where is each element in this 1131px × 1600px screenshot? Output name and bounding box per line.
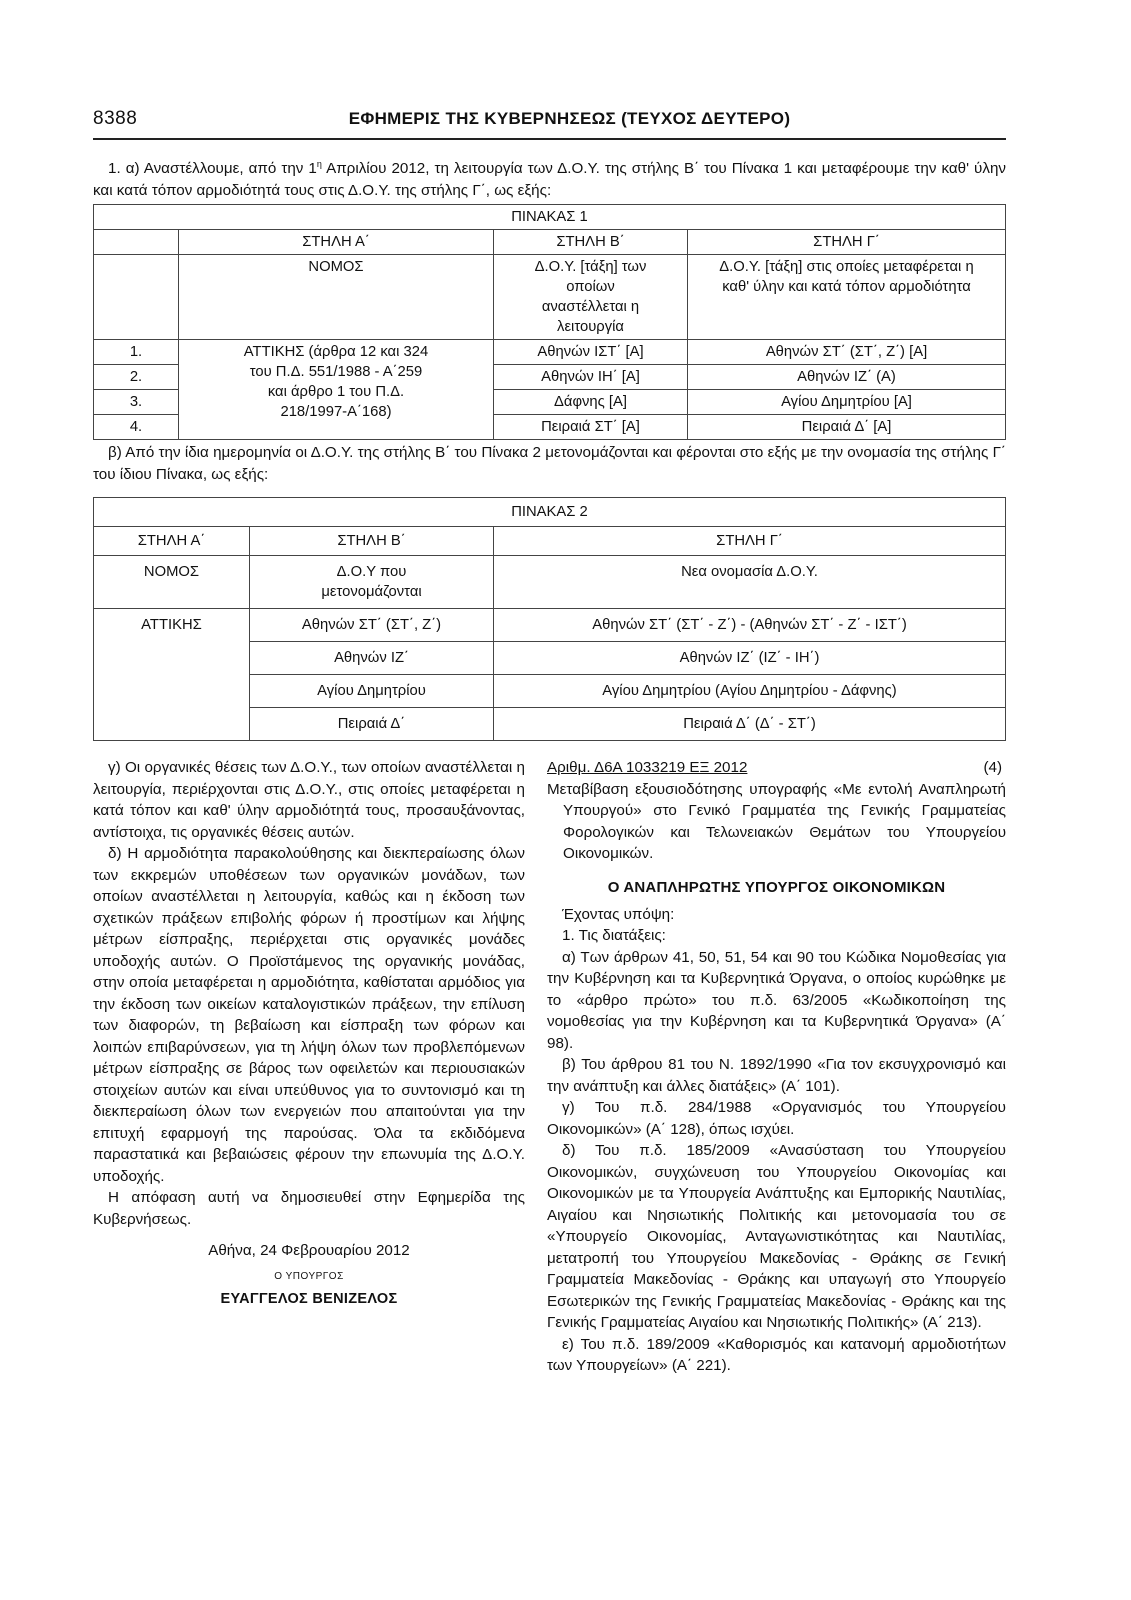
- table2-title: ΠΙΝΑΚΑΣ 2: [94, 498, 1006, 527]
- table1-col-b: Δάφνης [Α]: [494, 390, 688, 415]
- intro-text-start: 1. α) Αναστέλλουμε, από την 1: [108, 160, 317, 178]
- signatory-role: Ο ΥΠΟΥΡΓΟΣ: [274, 1271, 344, 1283]
- table1-header-b: ΣΤΗΛΗ Β΄: [494, 230, 688, 255]
- table2-col-c: Πειραιά Δ΄ (Δ΄ - ΣΤ΄): [494, 708, 1006, 741]
- table-2: [93, 497, 1006, 741]
- decision-title: Μεταβίβαση εξουσιοδότησης υπογραφής «Με εντολή Αναπληρωτή Υπουργού» στο Γενικό Γραμματέα της Γενικής Γραμματείας Φορολογικών και Τελωνειακών Θεμάτων του Υπουργείου Οικονομικών.: [547, 780, 1006, 863]
- table1-col-b: Αθηνών ΙΗ΄ [Α]: [494, 365, 688, 390]
- table1-row: [94, 340, 1006, 365]
- intro-paragraph: [93, 154, 1006, 201]
- table2-subheader-a: ΝΟΜΟΣ: [94, 556, 250, 609]
- journal-title: ΕΦΗΜΕΡΙΣ ΤΗΣ ΚΥΒΕΡΝΗΣΕΩΣ (ΤΕΥΧΟΣ ΔΕΥΤΕΡΟ): [348, 109, 791, 128]
- table1-subheader-c: Δ.Ο.Υ. [τάξη] στις οποίες μεταφέρεται η καθ' ύλην και κατά τόπον αρμοδιότητα: [688, 255, 1006, 340]
- table1-header-blank: [94, 230, 179, 255]
- provision-item-d: δ) Του π.δ. 185/2009 «Ανασύσταση του Υπουργείου Οικονομικών, συγχώνευση του Υπουργείου Οικονομίας και Οικονομικών με τα Υπουργεία Ανάπτυξης και Εμπορικής Ναυτιλίας, Αιγαίου και Νησιωτικής Πολιτικής και μετονομασία του σε «Υπουργείο Οικονομίας, Ανταγωνιστικότητας και Ναυτιλίας, μετατροπή του Υπουργείου Μακεδονίας - Θράκης σε Γενική Γραμματεία Μακεδονίας - Θράκης και υπαγωγή στο Υπουργείο Εσωτερικών της Γενικής Γραμματείας Μακεδονίας - Θράκης και της Γενικής Γραμματείας Αιγαίου και Νησιωτικής Πολιτικής» (Α΄ 213).: [547, 1142, 1006, 1332]
- provision-item-b: β) Του άρθρου 81 του Ν. 1892/1990 «Για τον εκσυγχρονισμό και την ανάπτυξη και άλλες διατάξεις» (Α΄ 101).: [547, 1056, 1006, 1095]
- table2-col-c: Αγίου Δημητρίου (Αγίου Δημητρίου - Δάφνης): [494, 675, 1006, 708]
- place-date: Αθήνα, 24 Φεβρουαρίου 2012: [208, 1242, 410, 1260]
- right-column: [547, 757, 1006, 1377]
- table2-header-a: ΣΤΗΛΗ Α΄: [94, 527, 250, 556]
- signatory-name: ΕΥΑΓΓΕΛΟΣ ΒΕΝΙΖΕΛΟΣ: [220, 1291, 398, 1308]
- table1-col-c: Αθηνών ΣΤ΄ (ΣΤ΄, Ζ΄) [Α]: [688, 340, 1006, 365]
- table1-row-number: 2.: [94, 365, 179, 390]
- two-column-body: [93, 757, 1006, 1437]
- table2-header-b: ΣΤΗΛΗ Β΄: [250, 527, 494, 556]
- paragraph-b: β) Από την ίδια ημερομηνία οι Δ.Ο.Υ. της στήλης Β΄ του Πίνακα 2 μετονομάζονται και φέρονται στο εξής με την ονομασία της στήλης Γ΄ του ίδιου Πίνακα, ως εξής:: [93, 444, 1006, 483]
- intro-text-end: Απριλίου 2012, τη λειτουργία των Δ.Ο.Υ. της στήλης Β΄ του Πίνακα 1 και μεταφέρουμε την καθ' ύλην και κατά τόπον αρμοδιότητά τους στις Δ.Ο.Υ. της στήλης Γ΄, ως εξής:: [93, 160, 1006, 199]
- table1-row-number: 1.: [94, 340, 179, 365]
- decision-sequence: (4): [983, 759, 1002, 777]
- table2-subheader-c: Νεα ονομασία Δ.Ο.Υ.: [494, 556, 1006, 609]
- gazette-page: [93, 108, 1006, 1437]
- table1-col-b: Αθηνών ΙΣΤ΄ [Α]: [494, 340, 688, 365]
- table1-subheader-a: ΝΟΜΟΣ: [179, 255, 494, 340]
- page-header: [93, 108, 1006, 140]
- table2-col-c: Αθηνών ΙΖ΄ (ΙΖ΄ - ΙΗ΄): [494, 642, 1006, 675]
- decision-number: Αριθμ. Δ6Α 1033219 ΕΞ 2012: [547, 759, 748, 777]
- intro-superscript: η: [316, 159, 322, 169]
- table1-col-b: Πειραιά ΣΤ΄ [Α]: [494, 415, 688, 440]
- table1-subheader-blank: [94, 255, 179, 340]
- table1-title: ΠΙΝΑΚΑΣ 1: [94, 205, 1006, 230]
- authority-heading: Ο ΑΝΑΠΛΗΡΩΤΗΣ ΥΠΟΥΡΓΟΣ ΟΙΚΟΝΟΜΙΚΩΝ: [607, 878, 946, 896]
- table2-col-c: Αθηνών ΣΤ΄ (ΣΤ΄ - Ζ΄) - (Αθηνών ΣΤ΄ - Ζ΄ - ΙΣΤ΄): [494, 609, 1006, 642]
- considering-line: Έχοντας υπόψη:: [562, 905, 675, 923]
- table1-col-c: Πειραιά Δ΄ [Α]: [688, 415, 1006, 440]
- left-column: [93, 757, 525, 1307]
- table1-header-c: ΣΤΗΛΗ Γ΄: [688, 230, 1006, 255]
- table2-row: [94, 609, 1006, 642]
- table2-subheader-b: Δ.Ο.Υ που μετονομάζονται: [250, 556, 494, 609]
- table1-subheader-b: Δ.Ο.Υ. [τάξη] των οποίων αναστέλλεται η λειτουργία: [494, 255, 688, 340]
- table2-col-b: Αθηνών ΙΖ΄: [250, 642, 494, 675]
- provision-item-g: γ) Του π.δ. 284/1988 «Οργανισμός του Υπουργείου Οικονομικών» (Α΄ 128), όπως ισχύει.: [547, 1099, 1006, 1138]
- provisions-line: 1. Τις διατάξεις:: [562, 927, 666, 945]
- paragraph-d: δ) Η αρμοδιότητα παρακολούθησης και διεκπεραίωσης όλων των εκκρεμών υποθέσεων των οργανικών μονάδων, των οποίων αναστέλλεται η λειτουργία, καθώς και η έκδοση των σχετικών πράξεων επιβολής φόρων ή προστίμων και λήψης μέτρων είσπραξης, περιέρχεται στις οργανικές μονάδες υποδοχής αυτών. Ο Προϊστάμενος της οργανικής μονάδας, στην οποία μεταφέρεται η αρμοδιότητα, καθίσταται αρμόδιος για την έκδοση των οικείων καταλογιστικών πράξεων, την επίλυση των διαφορών, τη βεβαίωση και είσπραξη των φόρων και λοιπών επιβαρύνσεων, για τη λήψη όλων των προβλεπόμενων μέτρων είσπραξης σε βάρος των οφειλετών και περιουσιακών στοιχείων αυτών και είναι υπεύθυνος για το συντονισμό και τη διεκπεραίωση όλων των ενεργειών που απαιτούνται για την επιτυχή εφαρμογή της παρούσας. Όλα τα εκδιδόμενα παραστατικά και βεβαιώσεις φέρουν την επωνυμία της Δ.Ο.Υ. υποδοχής.: [93, 845, 525, 1185]
- table2-col-b: Αθηνών ΣΤ΄ (ΣΤ΄, Ζ΄): [250, 609, 494, 642]
- table1-col-c: Αθηνών ΙΖ΄ (Α): [688, 365, 1006, 390]
- table1-nomos: ΑΤΤΙΚΗΣ (άρθρα 12 και 324 του Π.Δ. 551/1988 - Α΄259 και άρθρο 1 του Π.Δ. 218/1997-Α΄168): [179, 340, 494, 440]
- table2-col-b: Αγίου Δημητρίου: [250, 675, 494, 708]
- table1-row-number: 3.: [94, 390, 179, 415]
- provision-item-a: α) Των άρθρων 41, 50, 51, 54 και 90 του Κώδικα Νομοθεσίας για την Κυβέρνηση και τα Κυβερνητικά Όργανα, ο οποίος κυρώθηκε με το «άρθρο πρώτο» του π.δ. 63/2005 «Κωδικοποίηση της νομοθεσίας για την Κυβέρνηση και τα Κυβερνητικά Όργανα» (Α΄ 98).: [547, 948, 1006, 1052]
- table2-nomos: ΑΤΤΙΚΗΣ: [94, 609, 250, 741]
- page-number: 8388: [93, 108, 138, 129]
- table2-col-b: Πειραιά Δ΄: [250, 708, 494, 741]
- paragraph-g: γ) Οι οργανικές θέσεις των Δ.Ο.Υ., των οποίων αναστέλλεται η λειτουργία, περιέρχονται στις Δ.Ο.Υ., στις οποίες μεταφέρεται η κατά τόπον και καθ' ύλην αρμοδιότητά τους, προσαυξάνοντας, αντίστοιχα, τις οργανικές θέσεις αυτών.: [93, 759, 525, 841]
- decision-header: [547, 757, 1006, 779]
- table1-header-a: ΣΤΗΛΗ Α΄: [179, 230, 494, 255]
- table1-row-number: 4.: [94, 415, 179, 440]
- table2-header-c: ΣΤΗΛΗ Γ΄: [494, 527, 1006, 556]
- publication-paragraph: Η απόφαση αυτή να δημοσιευθεί στην Εφημερίδα της Κυβερνήσεως.: [93, 1189, 525, 1228]
- table1-col-c: Αγίου Δημητρίου [Α]: [688, 390, 1006, 415]
- table-1: [93, 204, 1006, 440]
- provision-item-e: ε) Του π.δ. 189/2009 «Καθορισμός και κατανομή αρμοδιοτήτων των Υπουργείων» (Α΄ 221).: [547, 1335, 1006, 1375]
